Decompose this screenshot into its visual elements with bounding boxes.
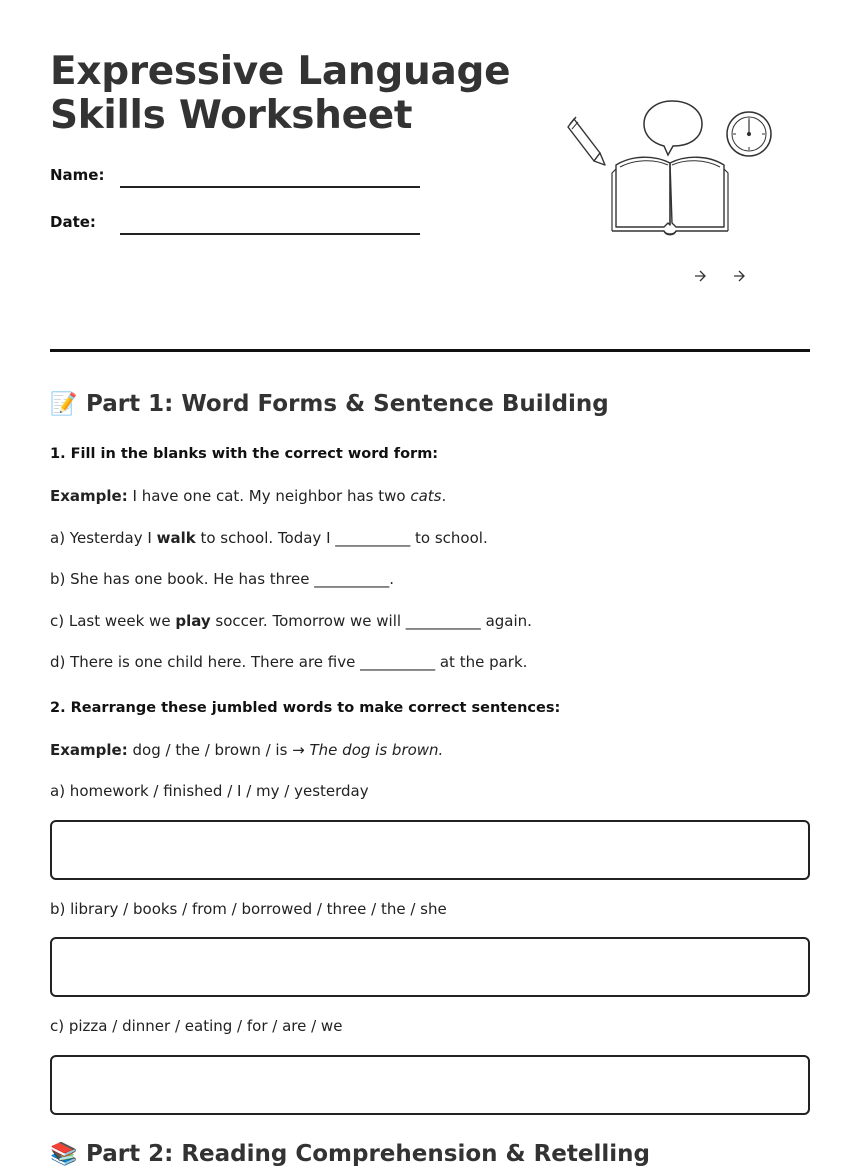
open-book-icon	[612, 157, 728, 235]
part1-heading	[50, 389, 609, 420]
part1-heading-text: Part 1: Word Forms & Sentence Building	[86, 391, 609, 417]
worksheet-page	[50, 0, 810, 1167]
page-title	[50, 50, 510, 138]
name-field[interactable]	[50, 166, 420, 190]
example-label: Example:	[50, 741, 128, 759]
example-answer: The dog is brown.	[309, 741, 444, 759]
question-2-example	[50, 740, 443, 760]
question-2-title: 2. Rearrange these jumbled words to make correct sentences:	[50, 700, 561, 716]
answer-box-c[interactable]	[50, 1055, 810, 1115]
example-text: dog / the / brown / is →	[127, 741, 310, 759]
answer-box-b[interactable]	[50, 937, 810, 997]
question-1-title: 1. Fill in the blanks with the correct word form:	[50, 446, 439, 462]
speech-bubble-icon	[644, 101, 702, 155]
item-text: a) Yesterday I	[50, 529, 157, 547]
item-text: soccer. Tomorrow we will __________ again.	[210, 612, 532, 630]
example-label: Example:	[50, 487, 128, 505]
item-text: c) Last week we	[50, 612, 176, 630]
item-text: b) She has one book. He has three __________.	[50, 570, 395, 588]
name-label: Name:	[50, 166, 105, 184]
name-line[interactable]	[120, 186, 420, 188]
part2-heading-text: Part 2: Reading Comprehension & Retelling	[86, 1141, 650, 1167]
clock-icon	[727, 112, 771, 156]
books-icon: 📚	[50, 1142, 78, 1167]
date-line[interactable]	[120, 233, 420, 235]
question-2-item-c: c) pizza / dinner / eating / for / are / we	[50, 1017, 343, 1035]
date-field[interactable]	[50, 213, 420, 237]
title-line-1: Expressive Language	[50, 49, 511, 94]
question-2-item-a: a) homework / finished / I / my / yesterday	[50, 782, 369, 800]
question-1-example	[50, 486, 446, 506]
example-end: .	[441, 487, 447, 505]
memo-icon: 📝	[50, 392, 78, 417]
item-text: d) There is one child here. There are five __________ at the park.	[50, 653, 528, 671]
example-text: I have one cat. My neighbor has two	[127, 487, 411, 505]
item-bold-word: play	[175, 612, 211, 630]
example-answer: cats	[410, 487, 442, 505]
answer-box-a[interactable]	[50, 820, 810, 880]
question-2-item-b: b) library / books / from / borrowed / three / the / she	[50, 900, 447, 918]
question-1-item-d	[50, 652, 527, 672]
part2-heading	[50, 1139, 650, 1170]
illustration	[560, 95, 790, 295]
pencil-icon	[568, 117, 605, 165]
arrow-right-icon	[695, 271, 790, 281]
question-1-item-c	[50, 611, 532, 631]
date-label: Date:	[50, 213, 96, 231]
question-1-item-b	[50, 569, 394, 589]
item-text: to school. Today I __________ to school.	[195, 529, 488, 547]
item-bold-word: walk	[156, 529, 196, 547]
question-1-item-a	[50, 528, 488, 548]
title-line-2: Skills Worksheet	[50, 93, 413, 138]
section-divider	[50, 349, 810, 352]
